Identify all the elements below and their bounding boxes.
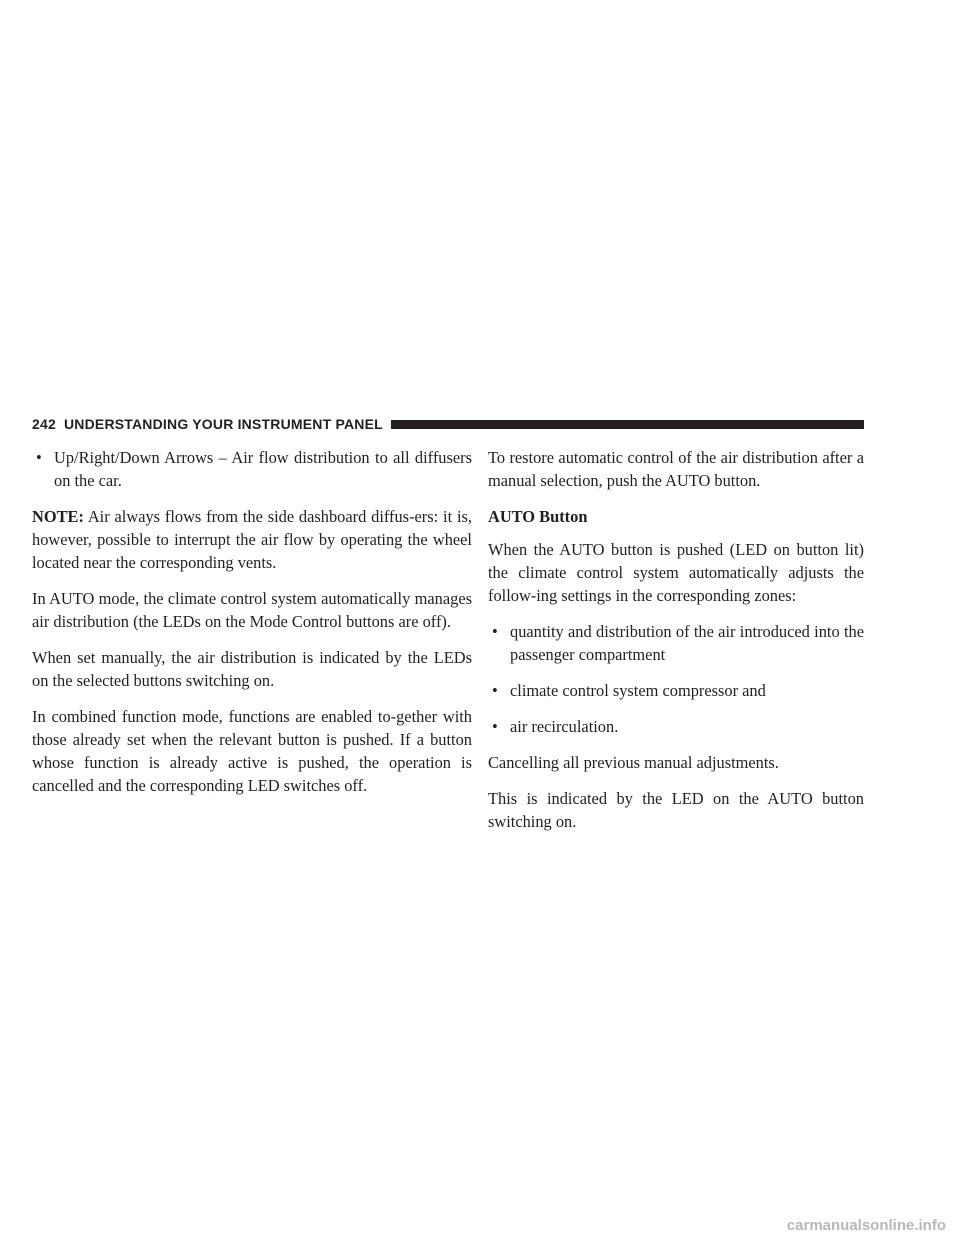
cancelling-paragraph: Cancelling all previous manual adjustments. [488, 753, 779, 772]
bullet-item [32, 446, 472, 492]
bullet-text: air recirculation. [510, 717, 619, 736]
indicated-paragraph: This is indicated by the LED on the AUTO button switching on. [488, 789, 864, 831]
restore-paragraph: To restore automatic control of the air distribution after a manual selection, push the AUTO button. [488, 448, 864, 490]
bullet-text: Up/Right/Down Arrows – Air flow distribution to all diffusers on the car. [54, 448, 472, 490]
bullet-icon: • [492, 717, 498, 736]
auto-button-heading: AUTO Button [488, 507, 588, 526]
watermark: carmanualsonline.info [786, 1217, 946, 1234]
page-number: 242 [32, 416, 56, 432]
bullet-icon: • [492, 681, 498, 700]
note-paragraph [32, 505, 472, 574]
auto-mode-paragraph: In AUTO mode, the climate control system automatically manages air distribution (the LEDs on the Mode Control buttons are off). [32, 589, 472, 631]
auto-button-paragraph: When the AUTO button is pushed (LED on button lit) the climate control system automatically adjusts the follow-ing settings in the corresponding zones: [488, 540, 864, 605]
right-column [488, 446, 864, 846]
bullet-item [488, 715, 864, 738]
bullet-item [488, 679, 864, 702]
header-rule [391, 420, 864, 429]
bullet-text: quantity and distribution of the air introduced into the passenger compartment [510, 622, 864, 664]
combined-mode-paragraph: In combined function mode, functions are enabled to-gether with those already set when the relevant button is pushed. If a button whose function is already active is pushed, the operation is cancelled and the corresponding LED switches off. [32, 707, 472, 795]
section-title: UNDERSTANDING YOUR INSTRUMENT PANEL [63, 416, 383, 432]
manual-paragraph: When set manually, the air distribution is indicated by the LEDs on the selected buttons switching on. [32, 648, 472, 690]
bullet-icon: • [492, 622, 498, 641]
page-header [32, 414, 864, 434]
left-column [32, 446, 472, 810]
bullet-icon: • [36, 448, 42, 467]
note-label: NOTE: [32, 507, 84, 526]
note-text: Air always flows from the side dashboard diffus-ers: it is, however, possible to interrupt the air flow by operating the wheel located near the corresponding vents. [32, 507, 472, 572]
bullet-item [488, 620, 864, 666]
bullet-text: climate control system compressor and [510, 681, 766, 700]
